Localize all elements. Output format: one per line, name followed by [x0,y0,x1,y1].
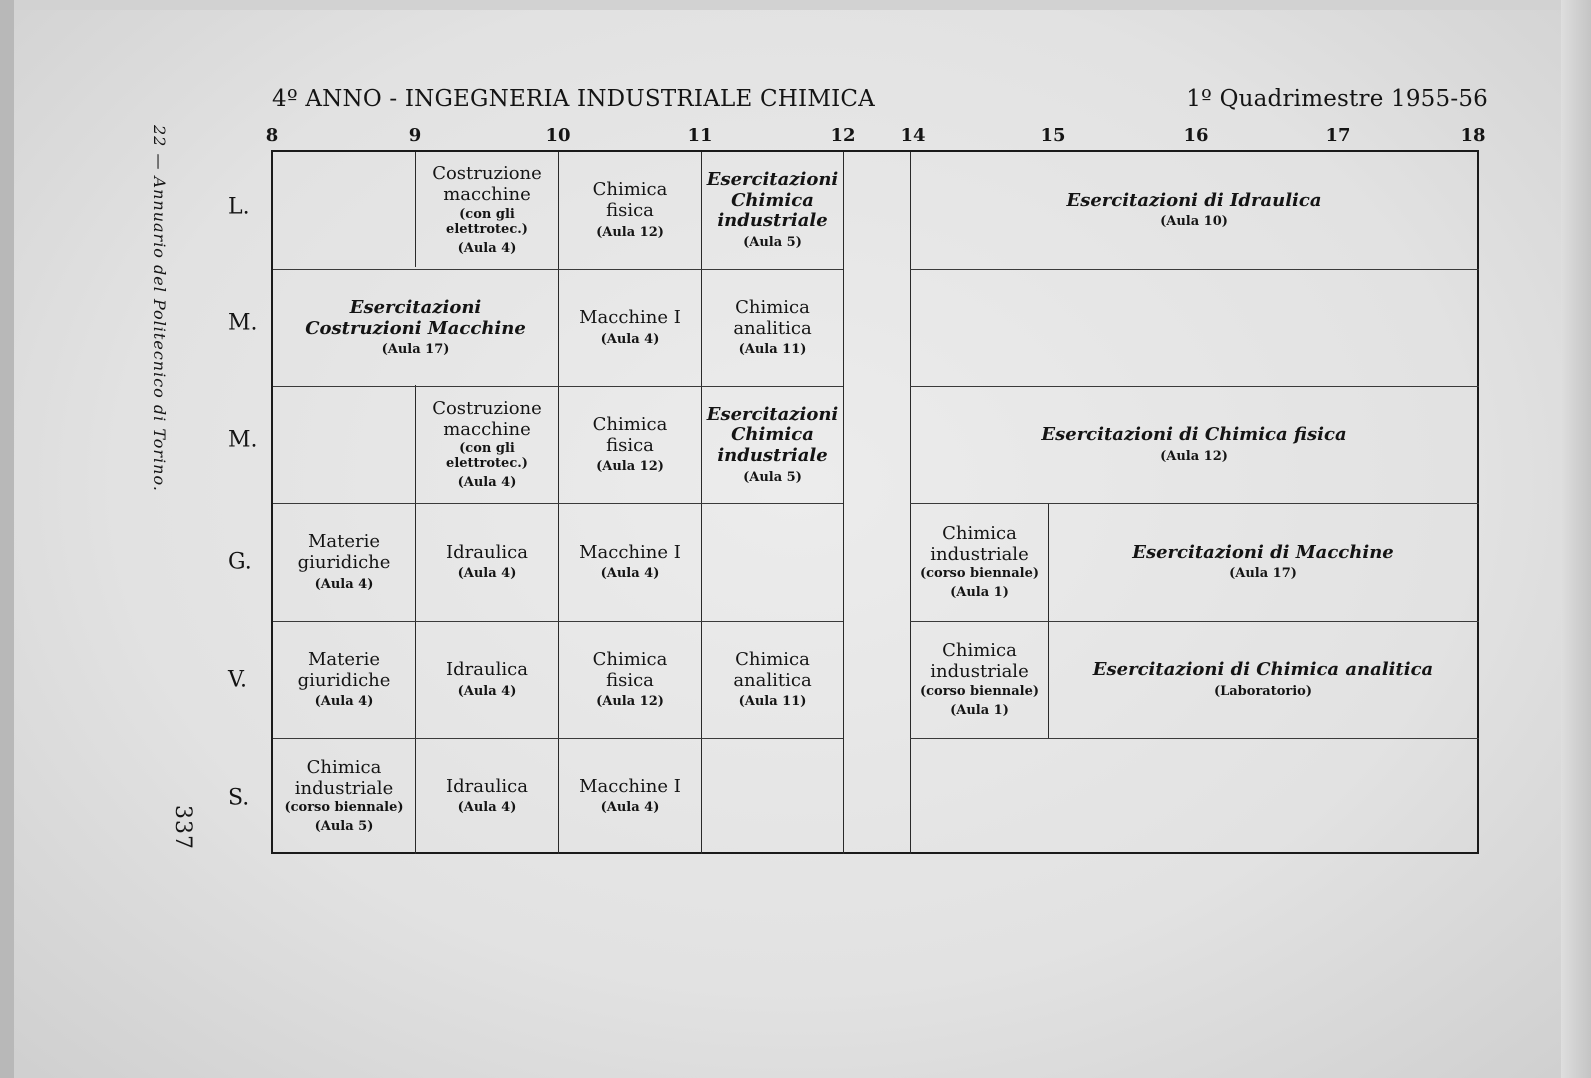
class-cell [911,622,1048,738]
day-label: S. [228,785,250,811]
course-title: Macchine I [579,775,681,797]
course-title: Chimica [735,648,810,670]
hour-label: 8 [265,125,279,146]
course-title: Esercitazioni [349,296,482,318]
course-note: (corso biennale) [919,566,1040,582]
page-title: 4º ANNO - INGEGNERIA INDUSTRIALE CHIMICA [272,86,875,112]
course-title: Chimica [592,179,668,201]
course-title: Chimica [731,189,814,211]
course-title: Idraulica [446,659,528,681]
hour-label: 12 [830,125,856,146]
room-label: (Aula 4) [600,800,660,816]
room-label: (Aula 5) [743,469,802,485]
hour-label: 11 [687,125,713,146]
room-label: (Aula 4) [457,800,517,816]
room-label: (Aula 12) [596,224,664,240]
grid-line [843,152,844,854]
course-title: Chimica [942,640,1017,662]
hour-label: 14 [900,125,926,146]
room-label: (Aula 17) [1229,566,1297,582]
class-cell [702,387,843,503]
room-label: (Aula 4) [457,240,517,256]
course-title: Macchine I [579,307,681,329]
day-label: G. [228,549,252,575]
course-title: Macchine I [579,541,681,563]
class-cell [273,739,415,854]
course-title: Materie [307,531,381,553]
course-title: Chimica [942,522,1017,544]
course-title: Chimica [306,756,382,778]
course-title: Idraulica [446,775,528,797]
room-label: (Aula 4) [457,683,517,699]
course-note: (con gli elettrotec.) [446,206,528,237]
course-note: (corso biennale) [919,683,1040,699]
class-cell [1049,504,1477,621]
course-title: Materie [307,648,381,670]
room-label: (Aula 12) [596,694,664,710]
hour-label: 9 [408,125,422,146]
course-title: industriale [930,661,1029,683]
class-cell [702,622,843,738]
course-title: Esercitazioni di Chimica fisica [1041,424,1347,446]
course-title: giuridiche [297,552,391,574]
day-label: V. [228,667,248,693]
class-cell [273,270,558,386]
room-label: (Aula 11) [738,342,807,358]
class-cell [416,622,558,738]
course-title: industriale [930,543,1029,565]
hour-label: 10 [545,125,571,146]
course-title: Esercitazioni di Idraulica [1066,189,1322,211]
room-label: (Aula 10) [1160,214,1228,230]
class-cell [702,152,843,269]
course-title: Esercitazioni di Macchine [1132,541,1394,563]
hour-label: 18 [1460,125,1486,146]
course-title: macchine [443,418,531,440]
course-note: (corso biennale) [284,800,404,816]
course-title: Costruzione [432,163,542,185]
grid-line [910,738,1479,739]
class-cell [559,739,701,854]
page-left-edge [0,0,14,1078]
course-title: Esercitazioni di Chimica analitica [1092,659,1434,681]
room-label: (Aula 12) [596,459,664,475]
course-title: Chimica [731,424,814,446]
class-cell [702,270,843,386]
hour-label: 15 [1040,125,1066,146]
course-title: Chimica [735,296,810,318]
room-label: (Aula 4) [314,694,374,710]
course-title: industriale [717,210,828,232]
room-label: (Aula 1) [950,702,1009,718]
room-label: (Aula 11) [738,694,807,710]
running-head: 22 — Annuario del Politecnico di Torino. [150,125,169,492]
hour-label: 17 [1325,125,1351,146]
class-cell [559,504,701,621]
course-title: Chimica [592,413,668,435]
page-number: 337 [170,805,195,850]
room-label: (Aula 17) [381,342,450,358]
room-label: (Aula 4) [457,566,517,582]
class-cell [1049,622,1477,738]
course-note: (con gli elettrotec.) [446,441,528,472]
class-cell [416,152,558,269]
room-label: (Aula 4) [600,331,660,347]
class-cell [273,504,415,621]
course-title: industriale [717,444,828,466]
room-label: (Laboratorio) [1213,683,1313,699]
room-label: (Aula 12) [1160,448,1228,464]
room-label: (Aula 4) [457,475,517,491]
class-cell [559,270,701,386]
course-title: analitica [733,669,812,691]
class-cell [559,387,701,503]
class-cell [273,622,415,738]
term-label: 1º Quadrimestre 1955-56 [1186,86,1488,112]
page-right-edge [1561,0,1591,1078]
class-cell [416,387,558,503]
room-label: (Aula 5) [743,235,802,251]
class-cell [559,152,701,269]
room-label: (Aula 4) [600,566,660,582]
day-label: L. [228,194,250,220]
hour-label: 16 [1183,125,1209,146]
course-title: giuridiche [297,669,391,691]
course-title: Idraulica [446,541,528,563]
class-cell [911,387,1477,503]
class-cell [559,622,701,738]
grid-line [910,269,1479,270]
course-title: Costruzione [432,397,542,419]
course-title: Chimica [592,648,668,670]
course-title: industriale [294,777,394,799]
timetable-grid [271,150,1479,854]
course-title: fisica [606,669,654,691]
room-label: (Aula 4) [314,576,374,592]
course-title: fisica [606,434,654,456]
class-cell [911,152,1477,269]
room-label: (Aula 1) [950,585,1009,601]
course-title: analitica [733,317,812,339]
class-cell [911,504,1048,621]
course-title: Esercitazioni [706,403,839,425]
course-title: fisica [606,200,654,222]
class-cell [416,504,558,621]
room-label: (Aula 5) [314,819,374,835]
class-cell [416,739,558,854]
course-title: Esercitazioni [706,169,839,190]
page-top-edge [0,0,1591,10]
course-title: Costruzioni Macchine [305,317,526,339]
day-label: M. [228,310,258,336]
day-label: M. [228,427,258,453]
course-title: macchine [443,184,531,206]
